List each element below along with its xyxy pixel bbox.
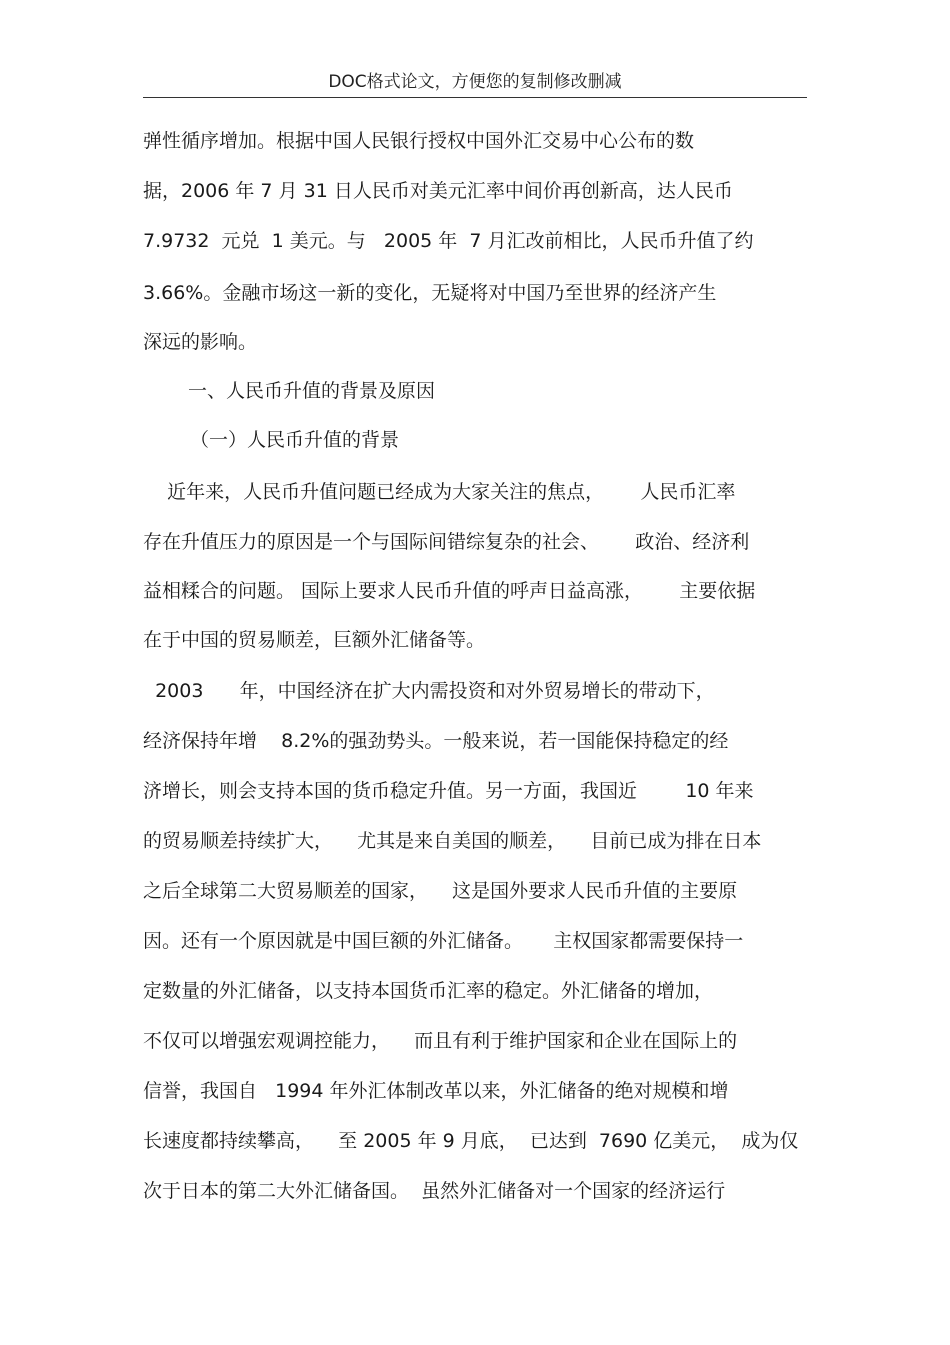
text-line: 据，2006 年 7 月 31 日人民币对美元汇率中间价再创新高，达人民币 — [143, 180, 733, 202]
subsection-heading: （一）人民币升值的背景 — [190, 429, 400, 451]
text-line: 长速度都持续攀高， 至 2005 年 9 月底， 已达到 7690 亿美元， 成为仅 — [143, 1130, 799, 1152]
text-line: 益相糅合的问题。 国际上要求人民币升值的呼声日益高涨， 主要依据 — [143, 580, 756, 602]
text-line: 信誉，我国自 1994 年外汇体制改革以来，外汇储备的绝对规模和增 — [143, 1080, 729, 1102]
text-line: 定数量的外汇储备，以支持本国货币汇率的稳定。外汇储备的增加， — [143, 980, 714, 1002]
text-line: 深远的影响。 — [143, 331, 258, 353]
text-line: 不仅可以增强宏观调控能力， 而且有利于维护国家和企业在国际上的 — [143, 1030, 738, 1052]
text-line: 因。还有一个原因就是中国巨额的外汇储备。 主权国家都需要保持一 — [143, 930, 744, 952]
text-line: 近年来，人民币升值问题已经成为大家关注的焦点， 人民币汇率 — [143, 481, 736, 503]
section-heading: 一、人民币升值的背景及原因 — [188, 380, 436, 402]
text-line: 弹性循序增加。根据中国人民银行授权中国外汇交易中心公布的数 — [143, 130, 695, 152]
page-header: DOC格式论文，方便您的复制修改删减 — [328, 72, 622, 92]
text-line: 的贸易顺差持续扩大， 尤其是来自美国的顺差， 目前已成为排在日本 — [143, 830, 762, 852]
text-line: 在于中国的贸易顺差，巨额外汇储备等。 — [143, 629, 486, 651]
text-line: 经济保持年增 8.2%的强劲势头。一般来说，若一国能保持稳定的经 — [143, 730, 729, 752]
text-line: 济增长，则会支持本国的货币稳定升值。另一方面，我国近 10 年来 — [143, 780, 754, 802]
text-line: 3.66%。金融市场这一新的变化，无疑将对中国乃至世界的经济产生 — [143, 282, 717, 304]
text-line: 2003 年，中国经济在扩大内需投资和对外贸易增长的带动下， — [143, 680, 715, 702]
text-line: 存在升值压力的原因是一个与国际间错综复杂的社会、 政治、经济利 — [143, 531, 750, 553]
header-rule — [143, 97, 807, 98]
text-line: 次于日本的第二大外汇储备国。 虽然外汇储备对一个国家的经济运行 — [143, 1180, 726, 1202]
text-line: 之后全球第二大贸易顺差的国家， 这是国外要求人民币升值的主要原 — [143, 880, 738, 902]
text-line: 7.9732 元兑 1 美元。与 2005 年 7 月汇改前相比，人民币升值了约 — [143, 230, 754, 252]
